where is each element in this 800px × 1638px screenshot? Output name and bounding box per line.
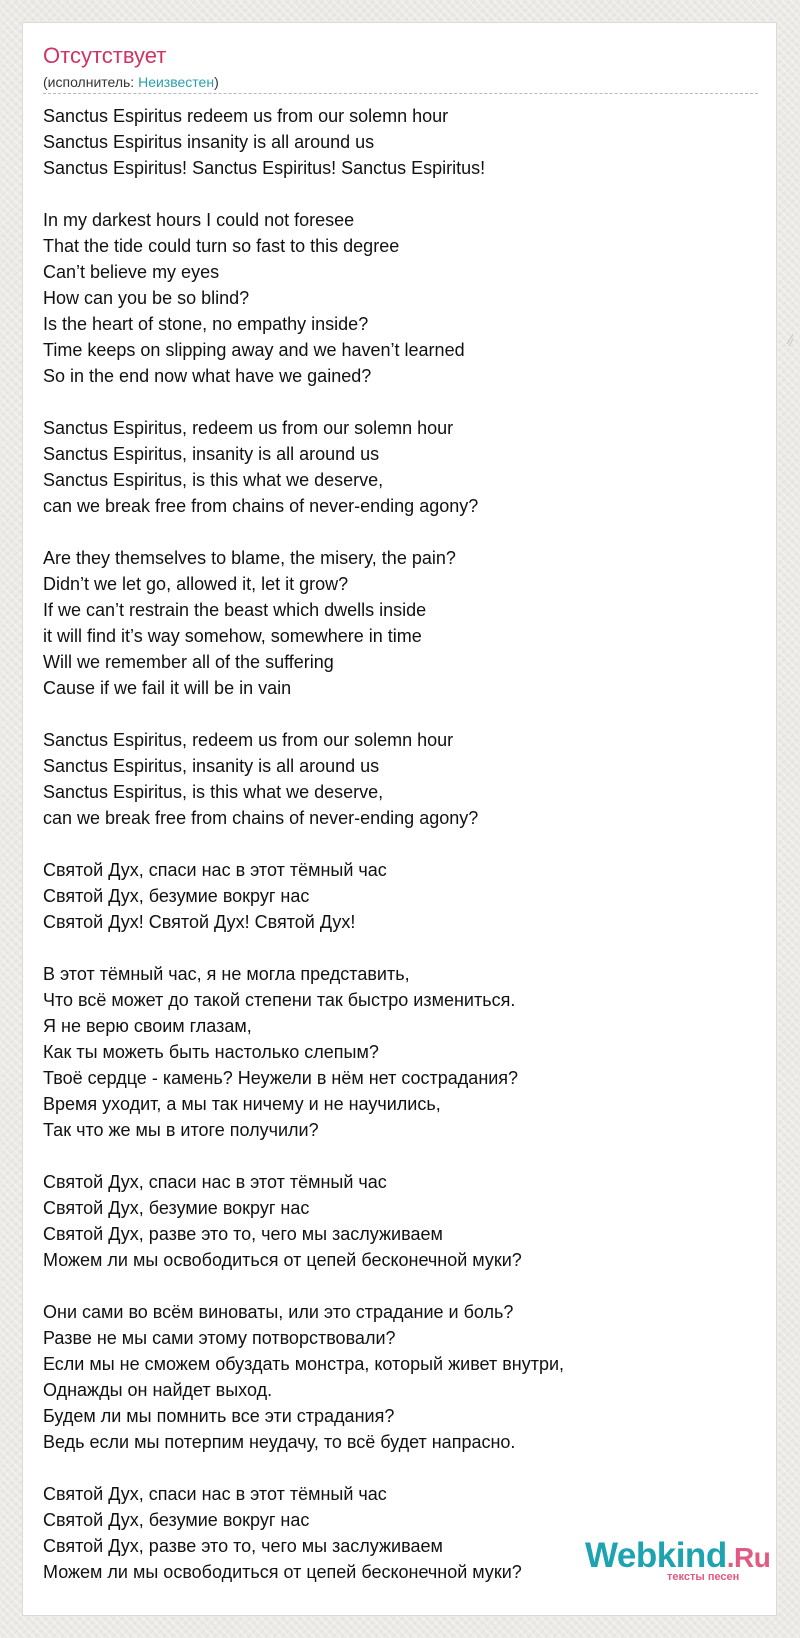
stanza-break: [43, 181, 758, 207]
lyric-line: can we break free from chains of never-ending agony?: [43, 496, 479, 516]
lyric-line: That the tide could turn so fast to this degree: [43, 236, 400, 256]
stanza-break: [43, 1273, 758, 1299]
lyric-line: Святой Дух! Святой Дух! Святой Дух!: [43, 912, 356, 932]
lyric-line: Святой Дух, разве это то, чего мы заслуживаем: [43, 1536, 443, 1556]
stanza-break: [43, 935, 758, 961]
lyric-line: Можем ли мы освободиться от цепей бесконечной муки?: [43, 1562, 522, 1582]
lyric-line: Твоё сердце - камень? Неужели в нём нет сострадания?: [43, 1068, 519, 1088]
lyric-line: Они сами во всём виноваты, или это страдание и боль?: [43, 1302, 514, 1322]
lyric-line: Will we remember all of the suffering: [43, 652, 334, 672]
lyric-line: Я не верю своим глазам,: [43, 1016, 252, 1036]
lyric-line: Sanctus Espiritus, redeem us from our solemn hour: [43, 418, 454, 438]
lyric-line: Время уходит, а мы так ничему и не научились,: [43, 1094, 441, 1114]
lyric-line: Можем ли мы освободиться от цепей бесконечной муки?: [43, 1250, 522, 1270]
lyric-line: Didn’t we let go, allowed it, let it grow?: [43, 574, 349, 594]
lyric-line: Святой Дух, безумие вокруг нас: [43, 1198, 310, 1218]
lyric-line: Sanctus Espiritus, insanity is all around us: [43, 444, 380, 464]
lyric-line: Как ты можеть быть настолько слепым?: [43, 1042, 379, 1062]
lyric-line: Святой Дух, безумие вокруг нас: [43, 886, 310, 906]
lyric-line: can we break free from chains of never-ending agony?: [43, 808, 479, 828]
stanza-break: [43, 389, 758, 415]
lyrics-card: [22, 22, 777, 1616]
lyric-line: Time keeps on slipping away and we haven’t learned: [43, 340, 465, 360]
artist-line: [43, 73, 219, 91]
lyric-line: Sanctus Espiritus, is this what we deserve,: [43, 470, 384, 490]
lyric-line: Sanctus Espiritus insanity is all around us: [43, 132, 375, 152]
lyric-line: Sanctus Espiritus, is this what we deserve,: [43, 782, 384, 802]
lyric-line: If we can’t restrain the beast which dwells inside: [43, 600, 427, 620]
lyric-line: Что всё может до такой степени так быстро измениться.: [43, 990, 516, 1010]
lyric-line: Святой Дух, безумие вокруг нас: [43, 1510, 310, 1530]
lyric-line: Разве не мы сами этому потворствовали?: [43, 1328, 396, 1348]
lyric-line: Sanctus Espiritus, insanity is all around us: [43, 756, 380, 776]
lyric-line: Can’t believe my eyes: [43, 262, 220, 282]
stanza-break: [43, 831, 758, 857]
stanza-break: [43, 1455, 758, 1481]
stanza-break: [43, 1143, 758, 1169]
lyric-line: Если мы не сможем обуздать монстра, который живет внутри,: [43, 1354, 565, 1374]
lyric-line: Так что же мы в итоге получили?: [43, 1120, 319, 1140]
song-title: Отсутствует: [43, 43, 167, 68]
lyric-line: Святой Дух, спаси нас в этот тёмный час: [43, 1484, 387, 1504]
logo-tagline: тексты песен: [667, 1571, 740, 1583]
logo-tld: .Ru: [726, 1542, 771, 1573]
lyric-line: Будем ли мы помнить все эти страдания?: [43, 1406, 395, 1426]
lyric-line: Святой Дух, разве это то, чего мы заслуживаем: [43, 1224, 443, 1244]
artist-suffix: ): [214, 74, 219, 90]
stanza-break: [43, 519, 758, 545]
artist-link[interactable]: Неизвестен: [138, 74, 215, 90]
webkind-logo: [585, 1537, 785, 1583]
lyric-line: Sanctus Espiritus, redeem us from our solemn hour: [43, 730, 454, 750]
title-divider: [43, 93, 758, 94]
lyrics-text: [43, 103, 758, 1585]
lyric-line: Are they themselves to blame, the misery, the pain?: [43, 548, 456, 568]
lyric-line: So in the end now what have we gained?: [43, 366, 372, 386]
lyric-line: it will find it’s way somehow, somewhere in time: [43, 626, 422, 646]
lyric-line: Sanctus Espiritus redeem us from our solemn hour: [43, 106, 449, 126]
lyric-line: В этот тёмный час, я не могла представить,: [43, 964, 410, 984]
lyric-line: In my darkest hours I could not foresee: [43, 210, 355, 230]
stanza-break: [43, 701, 758, 727]
lyric-line: Святой Дух, спаси нас в этот тёмный час: [43, 860, 387, 880]
lyric-line: Ведь если мы потерпим неудачу, то всё будет напрасно.: [43, 1432, 516, 1452]
lyric-line: Однажды он найдет выход.: [43, 1380, 273, 1400]
lyric-line: Святой Дух, спаси нас в этот тёмный час: [43, 1172, 387, 1192]
lyric-line: Sanctus Espiritus! Sanctus Espiritus! Sanctus Espiritus!: [43, 158, 486, 178]
resize-grip-icon: [786, 330, 794, 350]
logo-name: Webkind: [585, 1536, 727, 1575]
lyric-line: Is the heart of stone, no empathy inside?: [43, 314, 369, 334]
lyric-line: How can you be so blind?: [43, 288, 250, 308]
lyric-line: Cause if we fail it will be in vain: [43, 678, 292, 698]
artist-prefix: (исполнитель:: [43, 74, 139, 90]
